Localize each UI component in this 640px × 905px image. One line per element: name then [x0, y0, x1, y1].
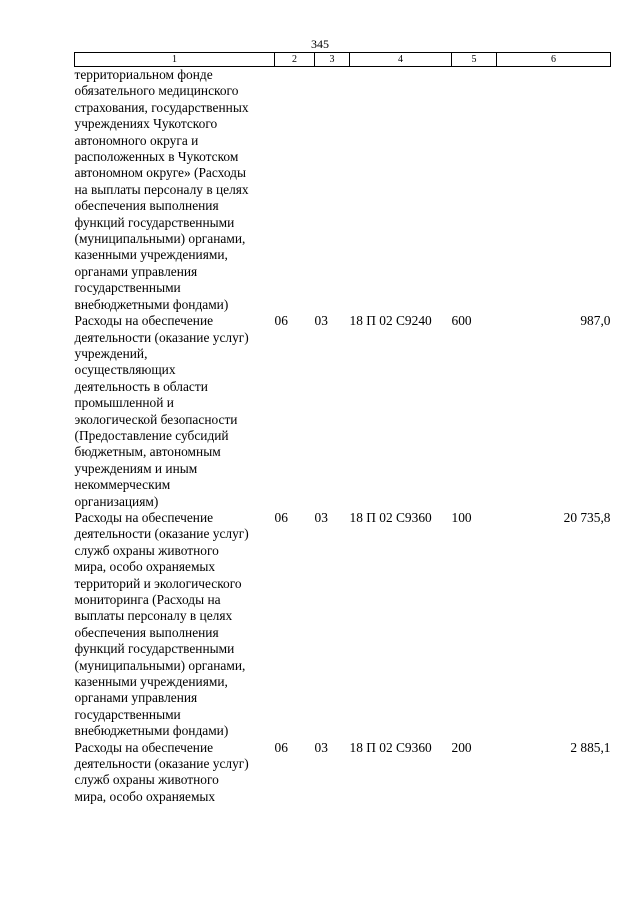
- description-text: Расходы на обеспечение деятельности (оказание услуг) служб охраны животного мира, особо охраняемых: [74, 739, 249, 804]
- column-header-5: 5: [452, 53, 497, 67]
- section-cell: 06: [274, 739, 288, 755]
- amount-cell: 987,0: [580, 313, 611, 329]
- table-row: [75, 740, 611, 806]
- target-article-cell: [350, 67, 452, 314]
- description-text: территориальном фонде обязательного медицинского страхования, государственных учреждениях Чукотского автономного округа и расположенных в Чукотском автономном округе» (Расходы на выплаты персоналу в целях обеспечения выполнения функций государственными (муниципальными) органами, казенными учреждениями, органами управления государственными внебюджетными фондами): [74, 67, 249, 312]
- column-header-2: 2: [275, 53, 315, 67]
- subsection-cell: 03: [314, 739, 328, 755]
- target-article-cell: 18 П 02 С9360: [349, 739, 432, 755]
- target-article-cell: 18 П 02 С9360: [349, 509, 432, 525]
- column-header-3: 3: [315, 53, 350, 67]
- page-number: 345: [311, 37, 329, 51]
- description-cell: [75, 510, 275, 740]
- subsection-cell: 03: [314, 509, 328, 525]
- description-cell: [75, 67, 275, 314]
- section-cell: [275, 67, 315, 314]
- table-row: [75, 510, 611, 740]
- description-text: Расходы на обеспечение деятельности (оказание услуг) учреждений, осуществляющих деятельность в области промышленной и экологической безопасности (Предоставление субсидий бюджетным, автономным учреждениям и иным некоммерческим организациям): [74, 313, 249, 509]
- subsection-cell: 03: [314, 313, 328, 329]
- amount-cell: 2 885,1: [570, 739, 611, 755]
- section-cell: 06: [274, 313, 288, 329]
- column-header-4: 4: [350, 53, 452, 67]
- target-article-cell: 18 П 02 С9240: [349, 313, 432, 329]
- amount-cell: [497, 67, 611, 314]
- table-row: [75, 313, 611, 510]
- expense-type-cell: [452, 67, 497, 314]
- subsection-cell: [315, 67, 350, 314]
- expense-type-cell: 200: [451, 739, 472, 755]
- description-cell: [75, 740, 275, 806]
- section-cell: 06: [274, 509, 288, 525]
- expense-type-cell: 100: [451, 509, 472, 525]
- table-header-row: [75, 53, 611, 67]
- description-text: Расходы на обеспечение деятельности (оказание услуг) служб охраны животного мира, особо охраняемых территорий и экологического мониторинга (Расходы на выплаты персоналу в целях обеспечения выполнения функций государственными (муниципальными) органами, казенными учреждениями, органами управления государственными внебюджетными фондами): [74, 509, 249, 739]
- expense-type-cell: 600: [451, 313, 472, 329]
- amount-cell: 20 735,8: [563, 509, 611, 525]
- budget-table: [74, 52, 611, 805]
- column-header-1: 1: [75, 53, 275, 67]
- description-cell: [75, 313, 275, 510]
- table-row: [75, 67, 611, 314]
- column-header-6: 6: [497, 53, 611, 67]
